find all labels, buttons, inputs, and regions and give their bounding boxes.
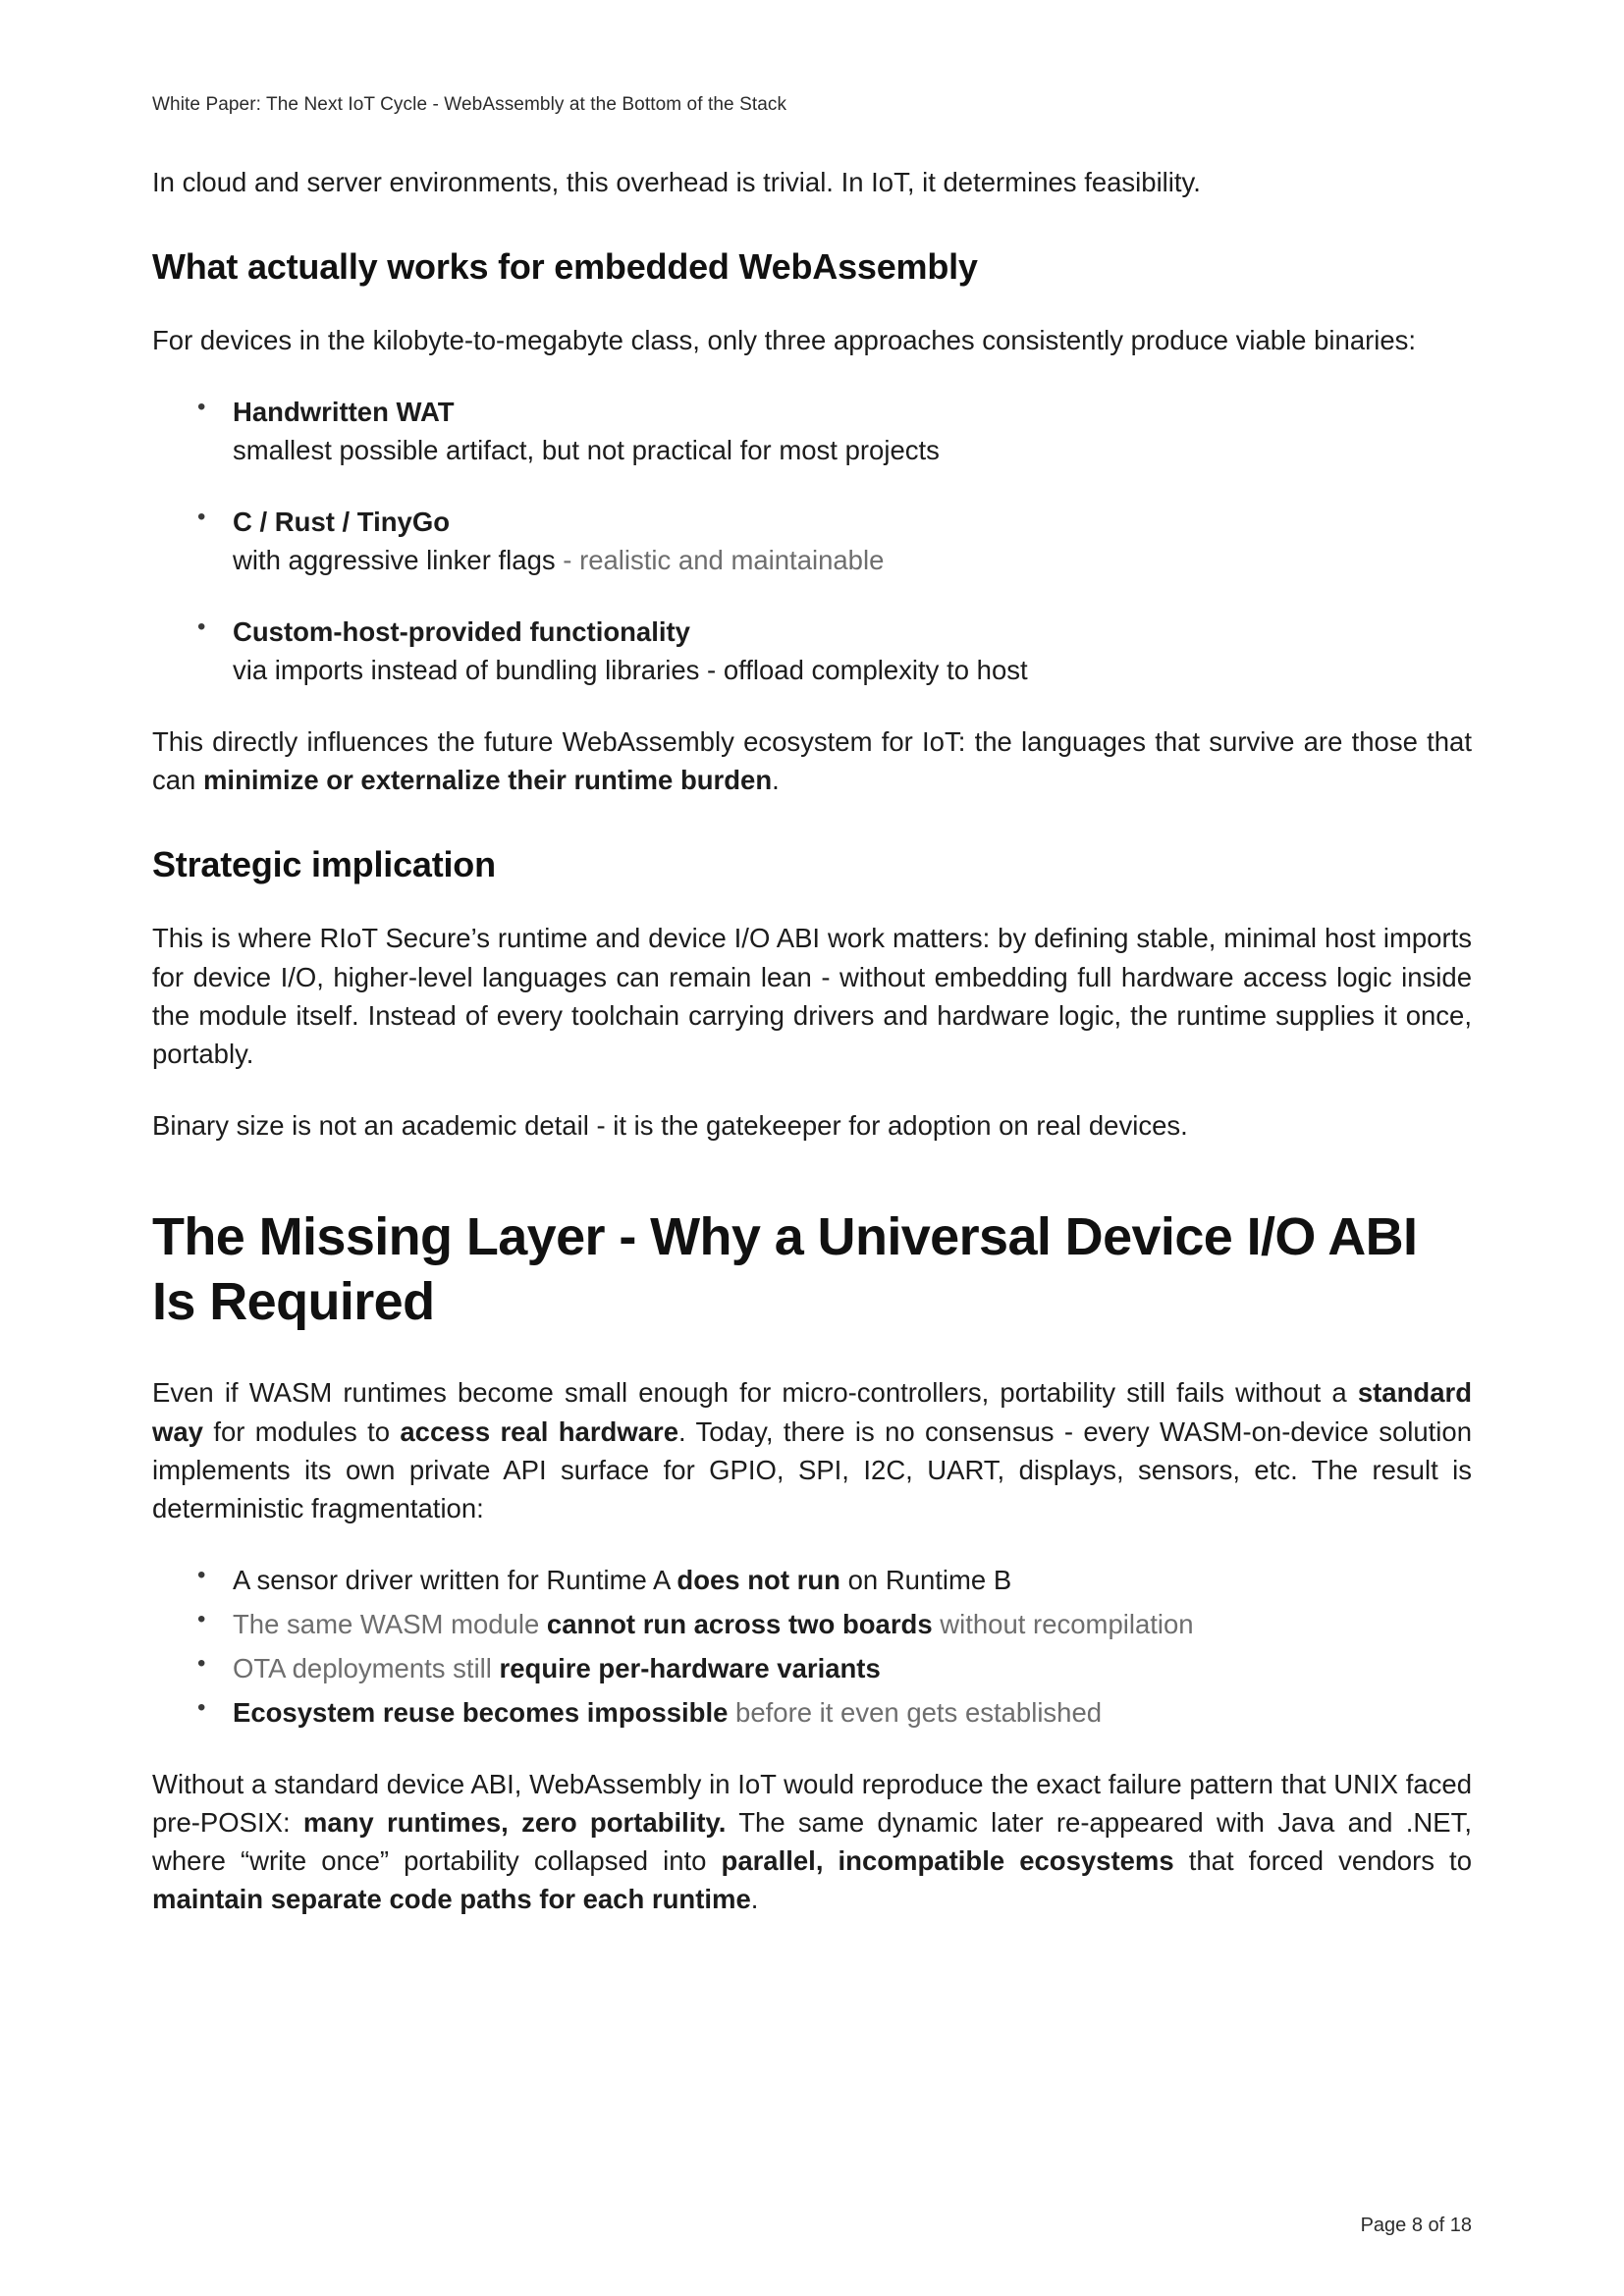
- list-item-detail-text: with aggressive linker flags: [233, 545, 564, 576]
- chapter-title: The Missing Layer - Why a Universal Device I/O ABI Is Required: [152, 1206, 1418, 1331]
- chapter-closing-e: .: [750, 1883, 759, 1914]
- page-footer: Page 8 of 18: [1360, 2215, 1472, 2236]
- list-item-bold: cannot run across two boards: [546, 1608, 933, 1639]
- list-item: [152, 613, 1472, 689]
- running-head: White Paper: The Next IoT Cycle - WebAssembly at the Bottom of the Stack: [152, 94, 787, 115]
- chapter-closing-bold-1: many runtimes, zero portability.: [302, 1806, 727, 1838]
- list-item-detail: [233, 651, 1472, 689]
- list-item-term: Handwritten WAT: [233, 397, 455, 428]
- section2-paragraph-2: Binary size is not an academic detail - it is the gatekeeper for adoption on real devices.: [152, 1109, 1188, 1141]
- section-title-strategic-implication: Strategic implication: [152, 844, 496, 885]
- chapter-intro-paragraph: [152, 1373, 1472, 1526]
- chapter-intro-c: for modules to: [202, 1415, 401, 1447]
- list-item-pre: The same WASM module: [233, 1608, 547, 1639]
- list-item-post: before it even gets established: [728, 1696, 1103, 1728]
- list-item: [152, 393, 1472, 469]
- chapter-closing-bold-2: parallel, incompatible ecosystems: [721, 1844, 1174, 1876]
- list-item-detail-text: via imports instead of bundling libraries - offload complexity to host: [233, 655, 1028, 686]
- chapter-intro-d: . Today, there is no consensus - every WASM-on-device solution implements its own private API surface for GPIO, SPI, I2C, UART, displays, sensors, etc. The result is deterministic fragmentation:: [152, 1415, 1472, 1523]
- intro-paragraph: In cloud and server environments, this overhead is trivial. In IoT, it determines feasibility.: [152, 167, 1201, 197]
- closing-bold: minimize or externalize their runtime burden: [202, 765, 773, 796]
- chapter-closing-d: that forced vendors to: [1173, 1844, 1472, 1876]
- chapter-intro-bold-1: standard way: [152, 1377, 1472, 1447]
- chapter-closing-paragraph: [152, 1765, 1472, 1918]
- list-item-pre: OTA deployments still: [233, 1652, 500, 1683]
- list-item-detail: [233, 431, 1472, 469]
- closing-post: .: [772, 765, 780, 796]
- list-item-detail: [233, 541, 1472, 579]
- fragmentation-list: [152, 1561, 1472, 1732]
- list-item-post: without recompilation: [932, 1608, 1194, 1639]
- closing-pre: This directly influences the future WebAssembly ecosystem for IoT: the languages that survive are those that can: [152, 726, 1472, 796]
- list-item-post: on Runtime B: [839, 1564, 1012, 1595]
- list-item: [152, 1693, 1472, 1732]
- chapter-closing-c: The same dynamic later re-appeared with Java and .NET, where “write once” portability collapsed into: [152, 1806, 1472, 1876]
- list-item: [152, 1561, 1472, 1599]
- chapter-closing-a: Without a standard device ABI, WebAssembly in IoT would reproduce the exact failure pattern that UNIX faced pre-POSIX:: [152, 1768, 1472, 1838]
- list-item-detail-text: smallest possible artifact, but not practical for most projects: [233, 435, 940, 466]
- list-item: [152, 1649, 1472, 1687]
- section-title-embedded-webassembly: What actually works for embedded WebAssembly: [152, 246, 978, 288]
- section1-closing-paragraph: [152, 722, 1472, 799]
- chapter-closing-bold-3: maintain separate code paths for each runtime: [152, 1883, 751, 1914]
- approaches-list: [152, 393, 1472, 689]
- list-item-bold: require per-hardware variants: [499, 1652, 881, 1683]
- list-item-term: C / Rust / TinyGo: [233, 507, 451, 538]
- list-item-bold: Ecosystem reuse becomes impossible: [233, 1696, 729, 1728]
- list-item: [152, 1605, 1472, 1643]
- section1-lead-paragraph: For devices in the kilobyte-to-megabyte class, only three approaches consistently produce viable binaries:: [152, 325, 1417, 356]
- chapter-intro-bold-2: access real hardware: [400, 1415, 679, 1447]
- list-item: [152, 503, 1472, 579]
- chapter-intro-a: Even if WASM runtimes become small enough for micro-controllers, portability still fails without a: [152, 1377, 1358, 1409]
- list-item-bold: does not run: [677, 1564, 840, 1595]
- section2-paragraph-1: This is where RIoT Secure’s runtime and device I/O ABI work matters: by defining stable, minimal host imports for device I/O, higher-level languages can remain lean - without embedding full hardware access logic inside the module itself. Instead of every toolchain carrying drivers and hardware logic, the runtime supplies it once, portably.: [152, 923, 1472, 1069]
- list-item-term: Custom-host-provided functionality: [233, 616, 690, 648]
- list-item-pre: A sensor driver written for Runtime A: [233, 1564, 677, 1595]
- list-item-detail-muted: - realistic and maintainable: [563, 545, 885, 576]
